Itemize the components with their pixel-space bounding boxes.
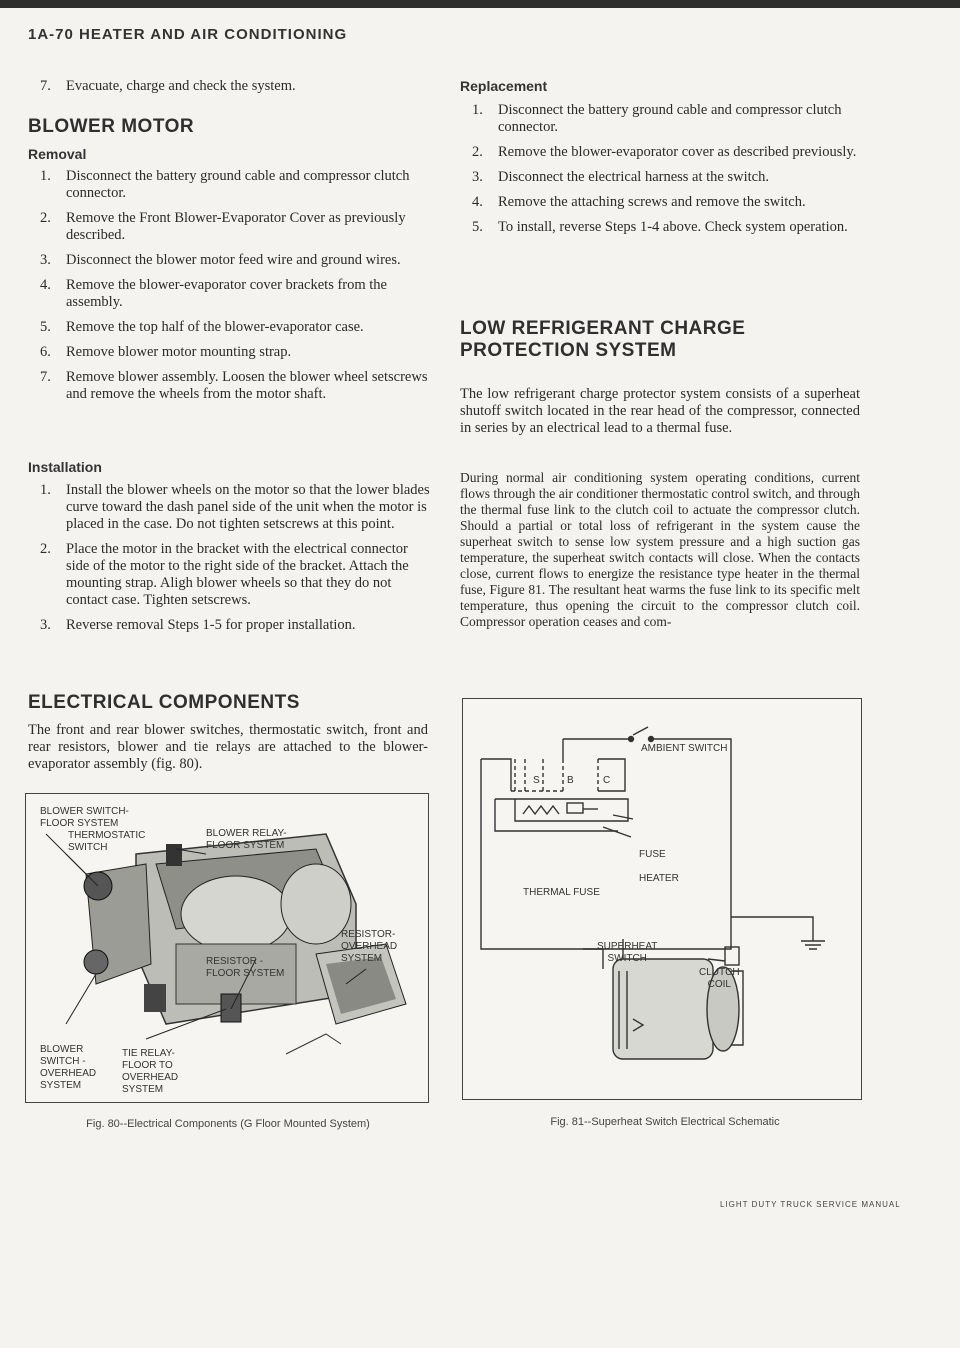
label-blower-switch-floor: BLOWER SWITCH- FLOOR SYSTEM: [40, 806, 129, 829]
step-item: 2. Remove the Front Blower-Evaporator Cover as previously described.: [40, 210, 406, 243]
fig80-box: [25, 793, 429, 1103]
step-item: 1. Install the blower wheels on the motor so that the lower blades curve toward the dash panel side of the unit when the motor is placed in the case. Do not tighten setscrews at this point.: [40, 482, 430, 532]
footer: LIGHT DUTY TRUCK SERVICE MANUAL: [720, 1200, 901, 1209]
removal-steps: [28, 168, 430, 411]
label-superheat-switch: SUPERHEAT SWITCH: [597, 941, 658, 964]
intro-step: 7. Evacuate, charge and check the system.: [40, 78, 296, 94]
label-resistor-floor: RESISTOR - FLOOR SYSTEM: [206, 956, 285, 979]
low-refrigerant-text-1: The low refrigerant charge protector system consists of a superheat shutoff switch located in the rear head of the compressor, connected in series by an electrical lead to a thermal fuse.: [460, 386, 860, 436]
step-item: 3. Disconnect the blower motor feed wire and ground wires.: [40, 252, 401, 268]
label-blower-relay: BLOWER RELAY- FLOOR SYSTEM: [206, 828, 287, 851]
blower-motor-heading: BLOWER MOTOR: [28, 116, 195, 137]
label-c: C: [603, 775, 611, 786]
label-tie-relay: TIE RELAY- FLOOR TO OVERHEAD SYSTEM: [122, 1048, 179, 1095]
fig81-schematic: [463, 699, 861, 1099]
replacement-steps: [460, 102, 862, 244]
low-refrigerant-text-2: During normal air conditioning system operating conditions, current flows through the air conditioner thermostatic control switch, and through the thermal fuse link to the clutch coil to actuate the compressor clutch. Should a partial or total loss of refrigerant in the system cause the superheat switch to sense low system pressure and a high suction gas temperature, the superheat switch contacts will close. When the contacts close, current flows to energize the resistance type heater in the thermal fuse, Figure 81. The resultant heat warms the fuse link to its specific melt temperature, thus opening the circuit to the compressor clutch coil. Compressor operation ceases and com-: [460, 470, 860, 629]
electrical-components-text: The front and rear blower switches, thermostatic switch, front and rear resistors, blower and tie relays are attached to the blower-evaporator assembly (fig. 80).: [28, 722, 428, 772]
label-blower-switch-overhead: BLOWER SWITCH - OVERHEAD SYSTEM: [40, 1044, 97, 1091]
label-thermostatic-switch: THERMOSTATIC SWITCH: [68, 830, 146, 853]
step-item: 3. Reverse removal Steps 1-5 for proper installation.: [40, 617, 356, 633]
low-refrigerant-heading: LOW REFRIGERANT CHARGE PROTECTION SYSTEM: [460, 318, 746, 361]
label-thermal-fuse: THERMAL FUSE: [523, 887, 600, 898]
step-item: 5. To install, reverse Steps 1-4 above. Check system operation.: [472, 219, 848, 235]
step-item: 4. Remove the blower-evaporator cover brackets from the assembly.: [40, 277, 387, 310]
electrical-components-heading: ELECTRICAL COMPONENTS: [28, 692, 300, 713]
fig81-box: [462, 698, 862, 1100]
step-item: 3. Disconnect the electrical harness at the switch.: [472, 169, 769, 185]
installation-steps: [28, 482, 430, 642]
page-header: 1A-70 HEATER AND AIR CONDITIONING: [28, 26, 348, 43]
label-heater: HEATER: [639, 873, 679, 884]
label-b: B: [567, 775, 574, 786]
label-s: S: [533, 775, 540, 786]
label-clutch-coil: CLUTCH COIL: [699, 967, 740, 990]
label-resistor-overhead: RESISTOR- OVERHEAD SYSTEM: [341, 929, 398, 964]
fig80-caption: Fig. 80--Electrical Components (G Floor Mounted System): [86, 1118, 370, 1130]
step-item: 4. Remove the attaching screws and remove the switch.: [472, 194, 806, 210]
top-rule: [0, 0, 960, 8]
step-item: 2. Place the motor in the bracket with the electrical connector side of the motor to the right side of the bracket. Attach the mounting strap. Aligh blower wheels so that they do not contact case. Tighten setscrews.: [40, 541, 409, 608]
step-item: 7. Remove blower assembly. Loosen the blower wheel setscrews and remove the wheels from the motor shaft.: [40, 369, 428, 402]
installation-heading: Installation: [28, 459, 102, 475]
fig81-caption: Fig. 81--Superheat Switch Electrical Schematic: [550, 1116, 780, 1128]
label-ambient-switch: AMBIENT SWITCH: [641, 743, 728, 754]
step-item: 1. Disconnect the battery ground cable and compressor clutch connector.: [40, 168, 410, 201]
step-item: 1. Disconnect the battery ground cable and compressor clutch connector.: [472, 102, 842, 135]
replacement-heading: Replacement: [460, 78, 548, 94]
label-fuse: FUSE: [639, 849, 666, 860]
step-item: 5. Remove the top half of the blower-evaporator case.: [40, 319, 364, 335]
removal-heading: Removal: [28, 146, 87, 162]
step-item: 2. Remove the blower-evaporator cover as described previously.: [472, 144, 857, 160]
step-item: 6. Remove blower motor mounting strap.: [40, 344, 292, 360]
intro-step-list: [28, 78, 428, 103]
